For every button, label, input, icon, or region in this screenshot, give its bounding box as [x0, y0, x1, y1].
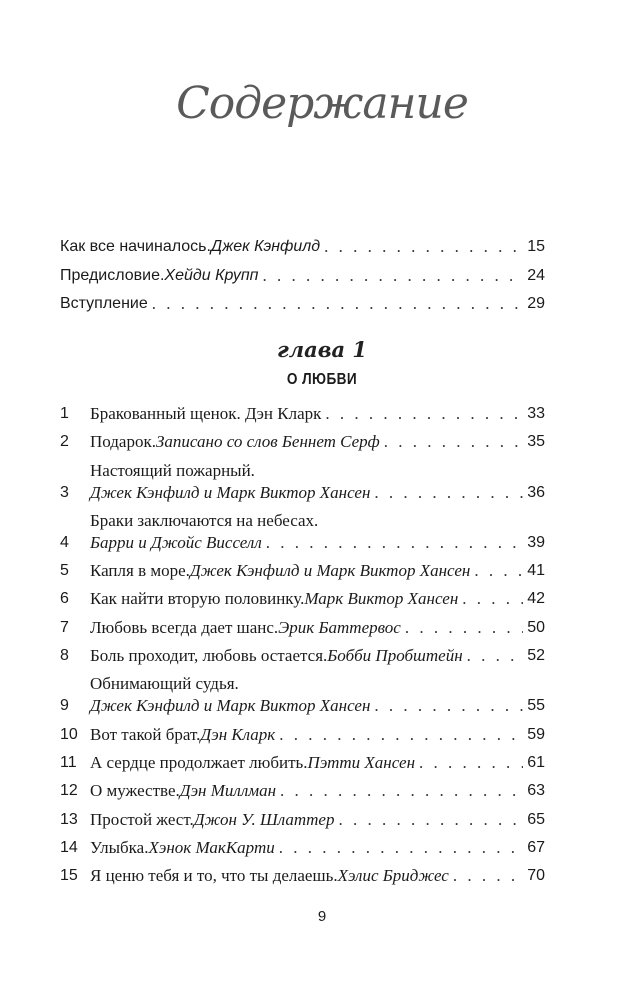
intro-toc [60, 236, 545, 322]
entry-title: Вступление [60, 295, 148, 312]
toc-entry-line [90, 837, 545, 859]
dot-leader [474, 560, 523, 582]
entry-title: Капля в море. [90, 561, 190, 581]
toc-entry-body [90, 724, 545, 746]
toc-entry-line [90, 809, 545, 831]
entry-page: 61 [527, 753, 545, 771]
entry-number: 1 [60, 405, 69, 422]
entry-title: Бракованный щенок. Дэн Кларк [90, 404, 322, 423]
toc-entry-body [90, 673, 545, 717]
dot-leader [374, 695, 523, 717]
dot-leader [152, 293, 523, 315]
dot-leader [280, 780, 523, 802]
toc-entry-body [90, 588, 545, 610]
dot-leader [279, 837, 523, 859]
entry-page: 24 [527, 266, 545, 284]
entry-number: 14 [60, 838, 78, 856]
dot-leader [266, 532, 523, 554]
toc-entry-line [90, 560, 545, 582]
toc-entry[interactable] [60, 673, 545, 717]
dot-leader [324, 236, 523, 258]
toc-entry-line [90, 645, 545, 667]
entry-page: 50 [527, 618, 545, 636]
entry-title: Браки заключаются на небесах. [90, 510, 319, 530]
entry-title: Как все начиналось. [60, 238, 211, 255]
toc-entry[interactable] [60, 265, 545, 287]
entry-title: Настоящий пожарный. [90, 460, 255, 480]
entry-author: Бобби Пробштейн [327, 646, 463, 666]
dot-leader [467, 645, 524, 667]
toc-entry-line [90, 865, 545, 887]
entry-author: Джек Кэнфилд и Марк Виктор Хансен [90, 696, 371, 716]
dot-leader [262, 265, 523, 287]
dot-leader [405, 617, 523, 639]
toc-entry-body [90, 752, 545, 774]
toc-entry-line [60, 293, 545, 315]
entry-author: Джек Кэнфилд и Марк Виктор Хансен [189, 561, 471, 581]
dot-leader [419, 752, 523, 774]
entry-author: Хэлис Бриджес [337, 866, 449, 886]
toc-entry-body [60, 236, 545, 258]
dot-leader [279, 724, 523, 746]
dot-leader [384, 431, 523, 453]
toc-entry[interactable] [60, 837, 545, 859]
toc-entry-line [90, 617, 545, 639]
entry-title: Боль проходит, любовь остается. [90, 646, 328, 666]
entry-number: 10 [60, 725, 78, 743]
toc-entry-body [90, 560, 545, 582]
entry-number: 2 [60, 433, 69, 451]
toc-entry-line [90, 403, 545, 425]
entry-page: 59 [527, 725, 545, 743]
entry-title: Как найти вторую половинку. [90, 589, 305, 609]
entry-author: Хейди Крупп [164, 266, 259, 284]
toc-entry[interactable] [60, 645, 545, 667]
entry-author: Записано со слов Беннет Серф [156, 432, 380, 452]
entry-title: Предисловие. [60, 266, 165, 284]
entry-author: Джек Кэнфилд и Марк Виктор Хансен [90, 482, 371, 502]
toc-entry[interactable] [60, 431, 545, 453]
toc-entry-line [60, 236, 545, 258]
entry-page: 42 [527, 590, 545, 608]
toc-entry-body [90, 460, 545, 504]
entry-title: Я ценю тебя и то, что ты делаешь. [90, 866, 338, 886]
page-number: 9 [317, 908, 327, 925]
toc-entry[interactable] [60, 510, 545, 554]
toc-entry-line [90, 431, 545, 453]
entry-page: 15 [527, 238, 545, 255]
toc-entry[interactable] [60, 617, 545, 639]
toc-entry[interactable] [60, 560, 545, 582]
toc-entry-body [90, 837, 545, 859]
dot-leader [462, 588, 523, 610]
toc-entry[interactable] [60, 403, 545, 425]
entry-title: Любовь всегда дает шанс. [90, 617, 279, 637]
toc-entry-body [90, 780, 545, 802]
entry-number: 8 [60, 647, 69, 665]
entry-title: О мужестве. [90, 781, 180, 801]
toc-entry-line [60, 265, 545, 287]
entry-number: 13 [60, 810, 78, 828]
entry-number: 7 [60, 618, 69, 636]
entry-author: Эрик Баттервос [278, 617, 401, 637]
entry-page: 63 [527, 782, 545, 800]
toc-entry[interactable] [60, 780, 545, 802]
chapter-header [0, 336, 644, 389]
toc-entry-body [90, 431, 545, 453]
toc-entry-body [90, 809, 545, 831]
entry-author: Джек Кэнфилд [210, 238, 321, 255]
toc-entry-line [90, 588, 545, 610]
chapter-toc [60, 403, 545, 893]
entry-number: 4 [60, 533, 69, 551]
toc-entry-body [90, 865, 545, 887]
page-title: Содержание [176, 78, 468, 129]
dot-leader [338, 809, 523, 831]
entry-page: 65 [527, 810, 545, 828]
toc-entry[interactable] [60, 865, 545, 887]
entry-title: А сердце продолжает любить. [90, 752, 308, 772]
toc-entry-line [90, 724, 545, 746]
dot-leader [374, 482, 523, 504]
entry-title: Улыбка. [90, 837, 149, 857]
toc-entry-line [90, 695, 545, 717]
toc-entry[interactable] [60, 236, 545, 258]
entry-page: 29 [527, 295, 545, 312]
dot-leader [325, 403, 523, 425]
entry-page: 70 [527, 867, 545, 885]
entry-page: 52 [527, 647, 545, 665]
toc-entry-body [60, 293, 545, 315]
entry-number: 3 [60, 483, 69, 501]
entry-page: 36 [527, 483, 545, 501]
toc-entry-body [90, 645, 545, 667]
chapter-label: глава 1 [276, 337, 368, 362]
toc-entry-body [60, 265, 545, 287]
entry-author: Дэн Кларк [200, 724, 276, 744]
toc-entry-body [90, 510, 545, 554]
entry-author: Барри и Джойс Висселл [90, 532, 262, 552]
toc-entry[interactable] [60, 588, 545, 610]
toc-entry-body [90, 403, 545, 425]
toc-entry-line [90, 780, 545, 802]
entry-title: Простой жест. [90, 809, 194, 829]
entry-page: 33 [527, 405, 545, 422]
entry-number: 9 [60, 697, 69, 715]
entry-author: Дэн Миллман [179, 781, 277, 801]
entry-author: Пэтти Хансен [307, 752, 416, 772]
toc-entry[interactable] [60, 460, 545, 504]
entry-page: 55 [527, 697, 545, 715]
toc-entry[interactable] [60, 752, 545, 774]
toc-entry-line [90, 482, 545, 504]
entry-author: Джон У. Шлаттер [193, 809, 335, 829]
entry-number: 6 [60, 590, 69, 608]
entry-page: 39 [527, 533, 545, 551]
toc-entry[interactable] [60, 293, 545, 315]
toc-entry-line [90, 532, 545, 554]
toc-entry[interactable] [60, 809, 545, 831]
entry-title: Вот такой брат. [90, 724, 201, 744]
toc-entry-body [90, 617, 545, 639]
chapter-name: О ЛЮБВИ [286, 371, 358, 388]
entry-author: Хэнок МакКарти [148, 837, 275, 857]
entry-number: 11 [60, 753, 77, 771]
entry-title: Подарок. [90, 432, 156, 452]
entry-title: Обнимающий судья. [90, 674, 239, 694]
entry-number: 5 [60, 562, 69, 580]
dot-leader [453, 865, 523, 887]
entry-number: 12 [60, 782, 78, 800]
entry-page: 41 [527, 562, 545, 580]
entry-page: 35 [527, 433, 545, 451]
entry-number: 15 [60, 867, 78, 885]
entry-author: Марк Виктор Хансен [304, 589, 459, 609]
entry-page: 67 [527, 838, 545, 856]
toc-entry-line [90, 752, 545, 774]
toc-entry[interactable] [60, 724, 545, 746]
